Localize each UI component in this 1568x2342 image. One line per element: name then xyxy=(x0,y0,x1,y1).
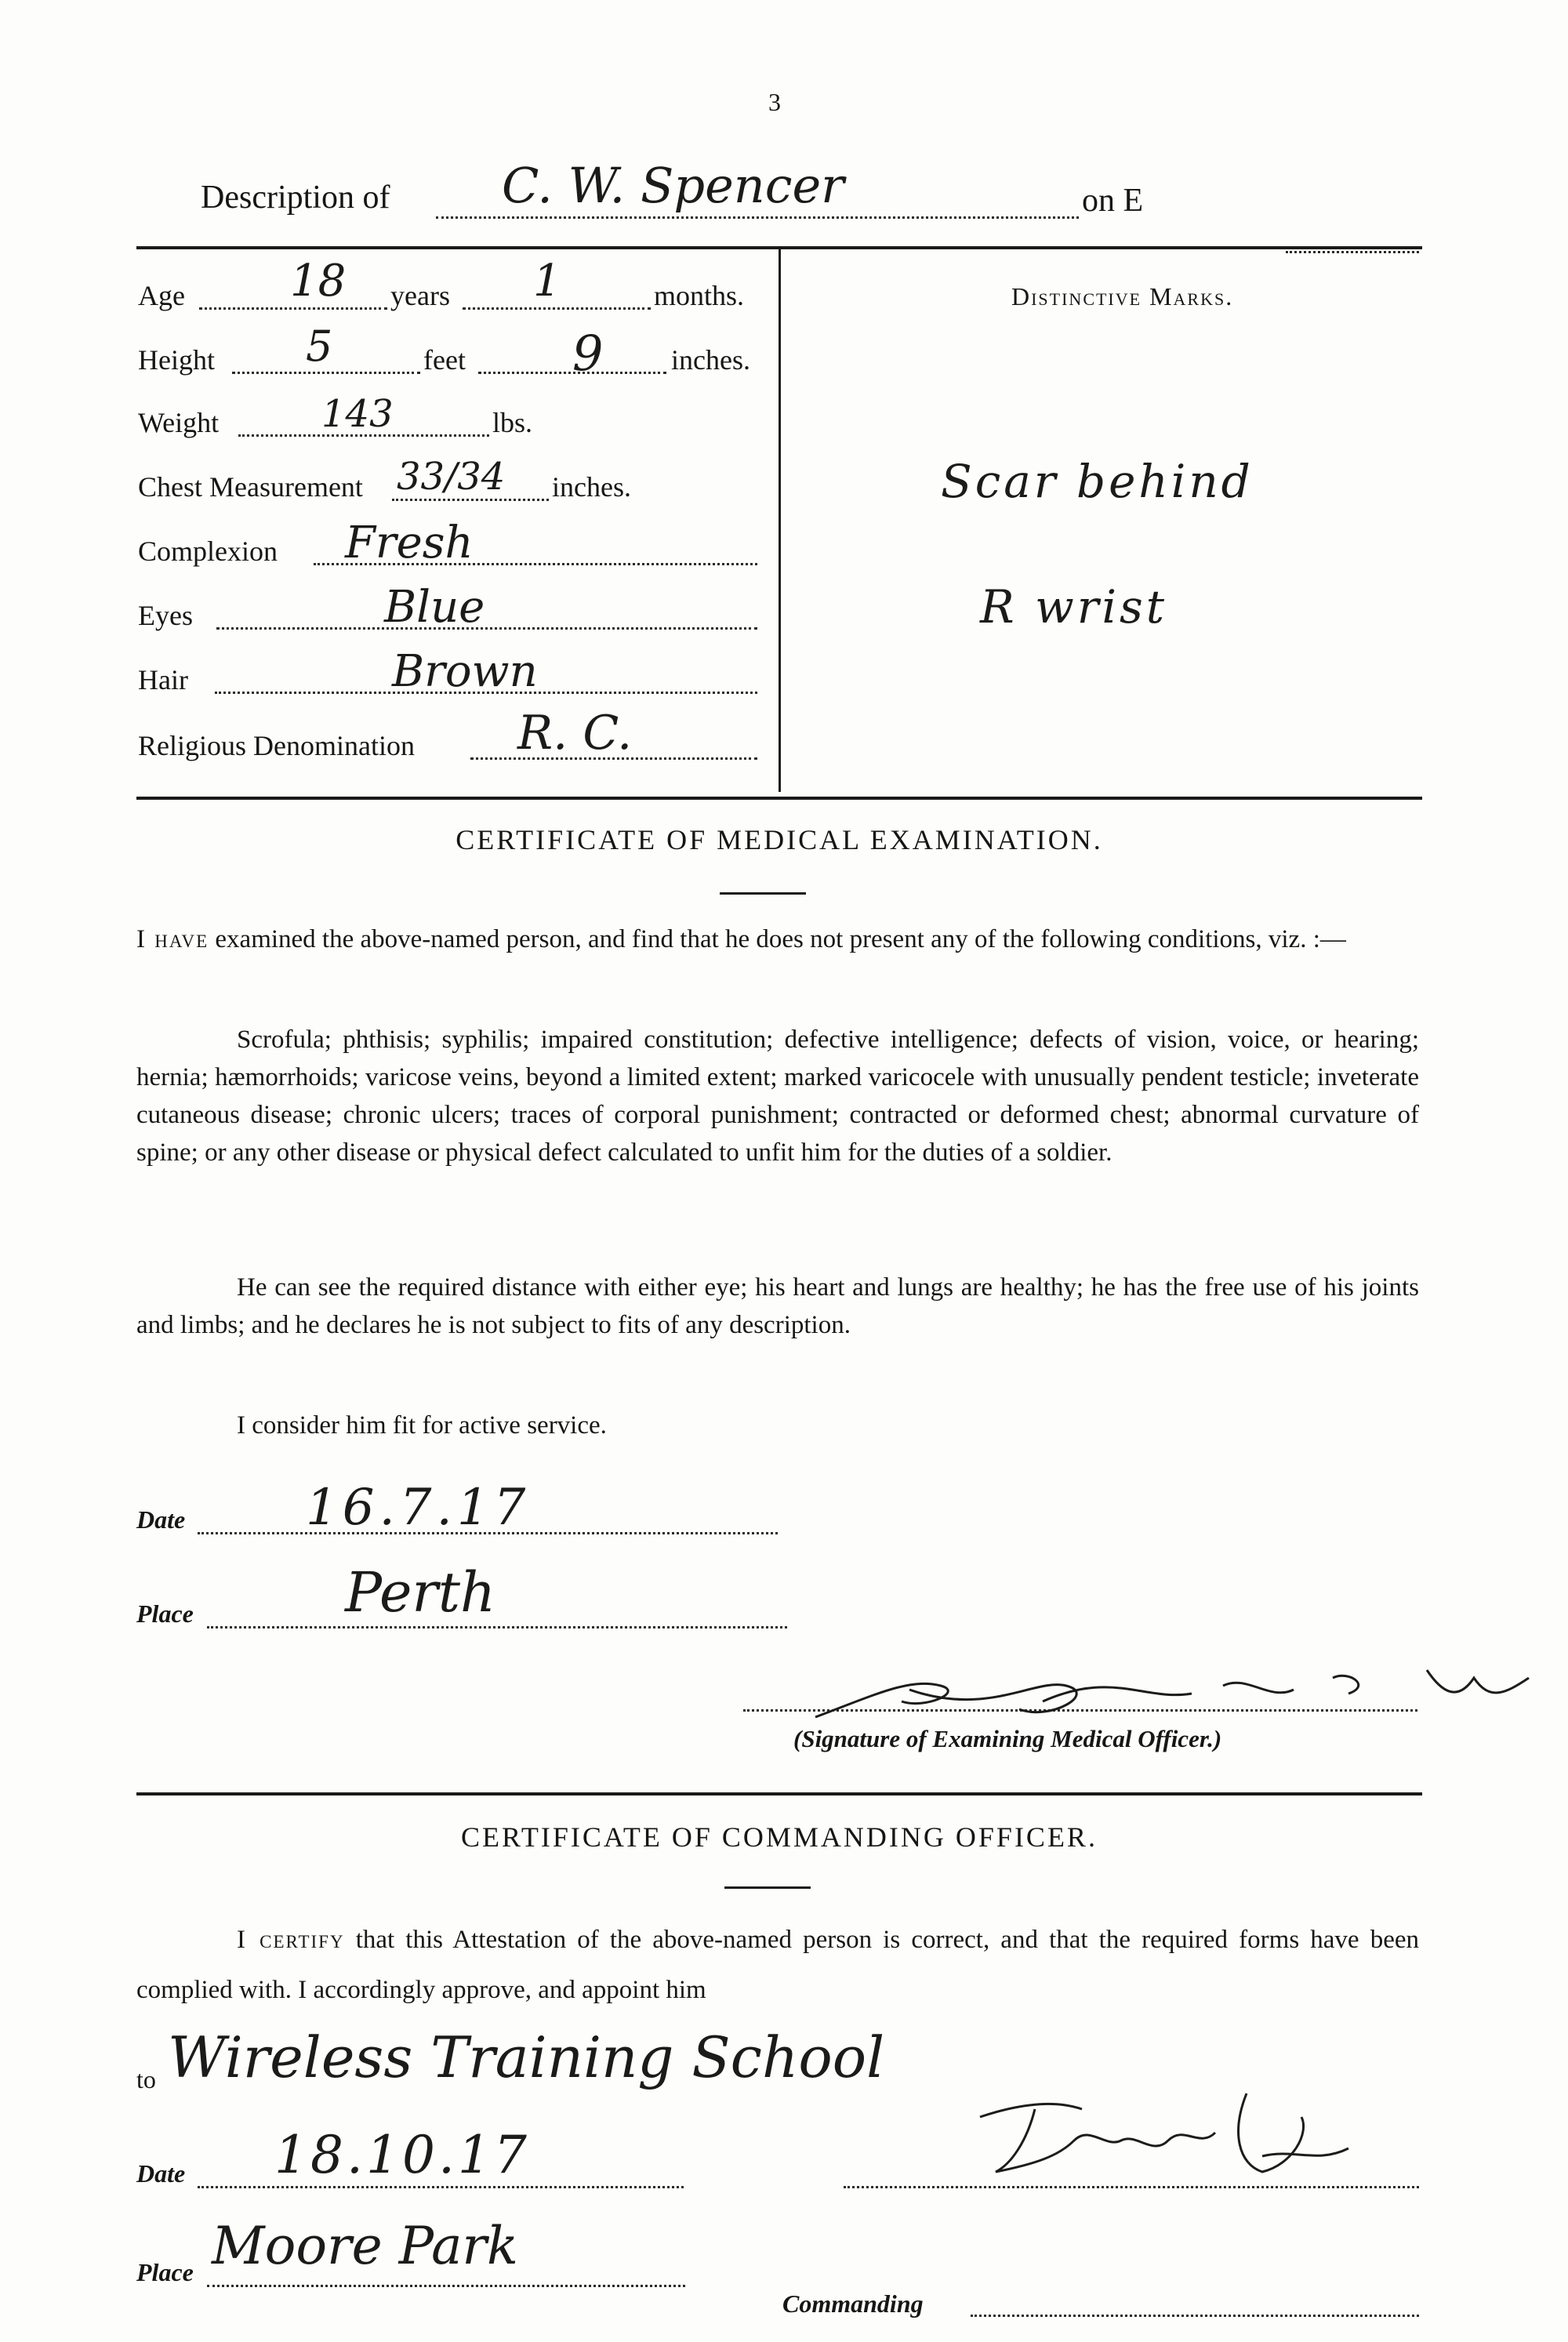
height-inches-value: 9 xyxy=(572,325,604,382)
medical-place-dots xyxy=(207,1626,787,1629)
commanding-heading: CERTIFICATE OF COMMANDING OFFICER. xyxy=(461,1821,1098,1853)
medical-date-label: Date xyxy=(136,1505,186,1534)
age-months-dots xyxy=(463,307,651,310)
medical-intro xyxy=(136,920,1419,958)
commanding-date-dots xyxy=(198,2186,684,2188)
medical-place-value: Perth xyxy=(345,1560,496,1625)
inches-label: inches. xyxy=(671,344,750,376)
age-months-value: 1 xyxy=(533,256,561,307)
commanding-officer-signature xyxy=(964,2086,1372,2195)
religion-label: Religious Denomination xyxy=(138,730,415,761)
commanding-place-label: Place xyxy=(136,2258,194,2286)
commanding-certify-lead: I certify xyxy=(237,1926,345,1954)
feet-label: feet xyxy=(423,344,466,376)
chest-inches-label: inches. xyxy=(552,471,631,503)
medical-heading-underline xyxy=(720,892,806,895)
months-label: months. xyxy=(654,280,745,311)
years-label: years xyxy=(390,280,450,311)
complexion-label: Complexion xyxy=(138,536,278,567)
distinctive-marks-line2: R wrist xyxy=(980,580,1168,634)
height-feet-value: 5 xyxy=(306,321,333,371)
eyes-label: Eyes xyxy=(138,600,193,631)
commanding-dots xyxy=(971,2315,1419,2317)
top-rule-tail xyxy=(1286,251,1419,253)
medical-date-value: 16.7.17 xyxy=(306,1479,531,1537)
commanding-date-label: Date xyxy=(136,2159,186,2188)
medical-conditions: Scrofula; phthisis; syphilis; impaired constitution; defective intelligence; defects of vision, voice, or hearing; hernia; hæmorrhoids; varicose veins, beyond a limited extent; marked varicocele with unusually pendent testicle; inveterate cutaneous disease; chronic ulcers; traces of corporal punishment; contracted or deformed chest; abnormal curvature of spine; or any other disease or physical defect calculated to unfit him for the duties of a soldier. xyxy=(136,1026,1419,1167)
page-number: 3 xyxy=(768,88,781,116)
medical-place-label: Place xyxy=(136,1599,194,1628)
complexion-value: Fresh xyxy=(345,517,474,568)
eyes-value: Blue xyxy=(384,582,485,633)
chest-value: 33/34 xyxy=(397,455,506,499)
description-label: Description of xyxy=(201,180,390,216)
distinctive-marks-line1: Scar behind xyxy=(941,455,1254,508)
commanding-place-dots xyxy=(207,2285,685,2287)
distinctive-marks-heading: Distinctive Marks. xyxy=(1011,282,1234,310)
age-label: Age xyxy=(138,280,185,311)
chest-dots xyxy=(392,499,549,501)
commanding-certify-rest: that this Attestation of the above-named person is correct, and that the required forms have been complied with. I accordingly approve, and appoint him xyxy=(136,1926,1419,2004)
medical-signature-caption: (Signature of Examining Medical Officer.) xyxy=(793,1725,1222,1752)
lbs-label: lbs. xyxy=(492,407,533,438)
age-years-value: 18 xyxy=(290,256,347,307)
height-feet-dots xyxy=(232,372,420,374)
hair-label: Hair xyxy=(138,664,188,695)
commanding-to-value: Wireless Training School xyxy=(168,2024,885,2090)
commanding-top-rule xyxy=(136,1792,1422,1796)
religion-value: R. C. xyxy=(517,706,633,761)
medical-fit: I consider him fit for active service. xyxy=(237,1411,607,1440)
weight-value: 143 xyxy=(321,392,394,436)
commanding-certify xyxy=(136,1915,1419,2015)
medical-sight: He can see the required distance with either eye; his heart and lungs are healthy; he has the free use of his joints and limbs; and he declares he is not subject to fits of any description. xyxy=(136,1273,1419,1339)
hair-value: Brown xyxy=(392,646,538,697)
age-years-dots xyxy=(199,307,387,310)
name-dotted-line xyxy=(436,216,1079,219)
chest-label: Chest Measurement xyxy=(138,471,363,503)
medical-intro-rest: examined the above-named person, and find that he does not present any of the following conditions, viz. :— xyxy=(209,925,1346,953)
commanding-date-value: 18.10.17 xyxy=(274,2125,530,2185)
eyes-dots xyxy=(216,627,757,630)
on-label: on E xyxy=(1082,183,1144,219)
medical-top-rule xyxy=(136,797,1422,800)
medical-heading: CERTIFICATE OF MEDICAL EXAMINATION. xyxy=(456,824,1103,855)
description-divider xyxy=(779,249,781,792)
height-label: Height xyxy=(138,344,215,376)
commanding-heading-underline xyxy=(724,1886,811,1889)
commanding-to-label: to xyxy=(136,2065,156,2093)
weight-label: Weight xyxy=(138,407,220,438)
commanding-label: Commanding xyxy=(782,2289,924,2318)
soldier-name: C. W. Spencer xyxy=(502,157,844,214)
commanding-place-value: Moore Park xyxy=(212,2216,518,2276)
medical-intro-lead: I have xyxy=(136,925,209,953)
